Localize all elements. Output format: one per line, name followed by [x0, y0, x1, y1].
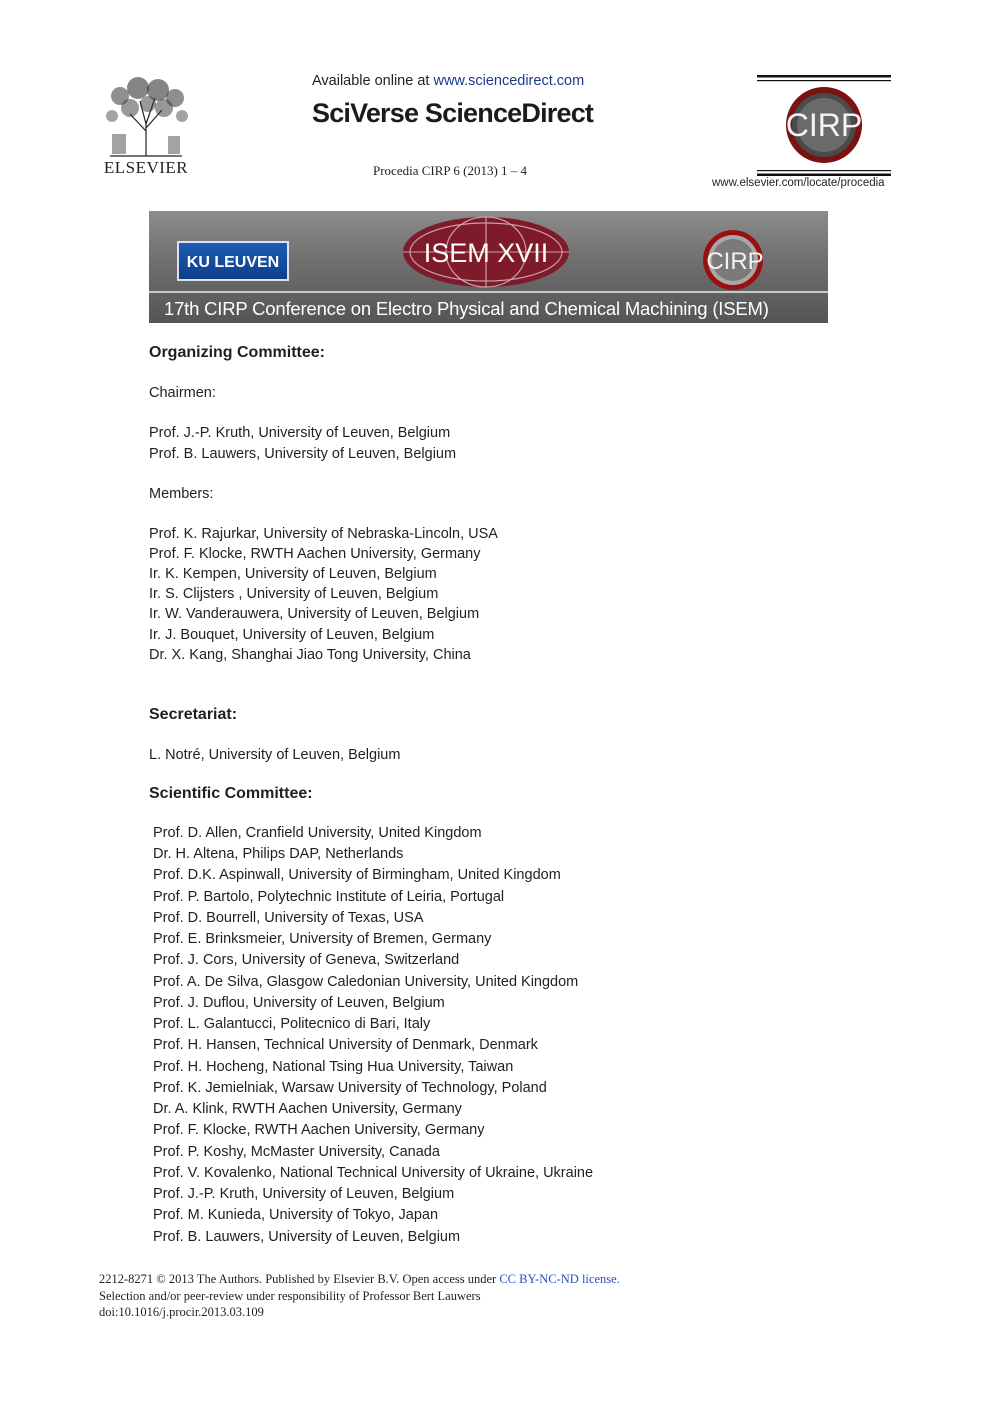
scientific-member: Prof. D.K. Aspinwall, University of Birmingham, United Kingdom: [153, 867, 561, 883]
doi-line: doi:10.1016/j.procir.2013.03.109: [99, 1305, 264, 1319]
scientific-member: Prof. J.-P. Kruth, University of Leuven, Belgium: [153, 1186, 455, 1202]
procedia-locate-url: www.elsevier.com/locate/procedia: [712, 177, 885, 189]
ku-leuven-logo: KU LEUVEN: [177, 241, 289, 281]
scientific-member: Prof. H. Hocheng, National Tsing Hua University, Taiwan: [153, 1059, 514, 1075]
scientific-member: Prof. K. Jemielniak, Warsaw University of Technology, Poland: [153, 1080, 547, 1096]
members-label: Members:: [149, 486, 214, 502]
scientific-member: Prof. P. Koshy, McMaster University, Canada: [153, 1144, 440, 1160]
scientific-member: Dr. A. Klink, RWTH Aachen University, Germany: [153, 1101, 462, 1117]
scientific-member: Prof. L. Galantucci, Politecnico di Bari, Italy: [153, 1016, 431, 1032]
sciverse-brand: SciVerse ScienceDirect: [312, 98, 594, 128]
banner-cirp-text: CIRP: [706, 248, 764, 275]
member-item: Prof. F. Klocke, RWTH Aachen University, Germany: [149, 546, 481, 562]
copyright-text: 2212-8271 © 2013 The Authors. Published by Elsevier B.V. Open access under: [99, 1272, 500, 1286]
scientific-member: Prof. A. De Silva, Glasgow Caledonian University, United Kingdom: [153, 974, 579, 990]
scientific-member: Prof. B. Lauwers, University of Leuven, Belgium: [153, 1229, 461, 1245]
copyright-line: [99, 1272, 620, 1287]
elsevier-wordmark: ELSEVIER: [103, 158, 189, 177]
available-online-text: Available online at: [312, 73, 434, 89]
scientific-member: Prof. E. Brinksmeier, University of Bremen, Germany: [153, 931, 492, 947]
scientific-member: Prof. J. Cors, University of Geneva, Switzerland: [153, 952, 460, 968]
member-item: Dr. X. Kang, Shanghai Jiao Tong University, China: [149, 647, 471, 663]
scientific-member: Prof. F. Klocke, RWTH Aachen University, Germany: [153, 1122, 485, 1138]
available-online: [312, 73, 584, 89]
member-item: Prof. K. Rajurkar, University of Nebraska-Lincoln, USA: [149, 526, 498, 542]
conference-banner: [149, 211, 828, 323]
member-item: Ir. K. Kempen, University of Leuven, Belgium: [149, 566, 437, 582]
member-item: Ir. W. Vanderauwera, University of Leuven, Belgium: [149, 606, 480, 622]
cirp-logo: [757, 75, 891, 177]
scientific-member: Prof. V. Kovalenko, National Technical University of Ukraine, Ukraine: [153, 1165, 594, 1181]
chairman-item: Prof. J.-P. Kruth, University of Leuven, Belgium: [149, 425, 451, 441]
member-item: Ir. J. Bouquet, University of Leuven, Belgium: [149, 627, 435, 643]
scientific-member: Dr. H. Altena, Philips DAP, Netherlands: [153, 846, 404, 862]
scientific-member: Prof. J. Duflou, University of Leuven, Belgium: [153, 995, 445, 1011]
license-link[interactable]: CC BY-NC-ND license.: [499, 1272, 620, 1286]
chairmen-label: Chairmen:: [149, 385, 216, 401]
sciencedirect-link[interactable]: www.sciencedirect.com: [433, 73, 585, 89]
organizing-committee-heading: Organizing Committee:: [149, 344, 326, 361]
isem-logo: [401, 215, 571, 289]
banner-divider: [149, 291, 828, 293]
cirp-logo-text: CIRP: [785, 107, 863, 143]
banner-title: 17th CIRP Conference on Electro Physical and Chemical Machining (ISEM): [164, 298, 769, 319]
banner-cirp-logo: [700, 229, 766, 291]
scientific-member: Prof. M. Kunieda, University of Tokyo, Japan: [153, 1207, 439, 1223]
chairman-item: Prof. B. Lauwers, University of Leuven, Belgium: [149, 446, 457, 462]
secretariat-heading: Secretariat:: [149, 706, 238, 723]
scientific-member: Prof. P. Bartolo, Polytechnic Institute of Leiria, Portugal: [153, 889, 505, 905]
secretariat-person: L. Notré, University of Leuven, Belgium: [149, 747, 401, 763]
peer-review-line: Selection and/or peer-review under responsibility of Professor Bert Lauwers: [99, 1289, 481, 1303]
scientific-committee-heading: Scientific Committee:: [149, 785, 313, 802]
scientific-member: Prof. D. Bourrell, University of Texas, USA: [153, 910, 424, 926]
journal-reference: Procedia CIRP 6 (2013) 1 – 4: [373, 163, 528, 178]
scientific-member: Prof. D. Allen, Cranfield University, United Kingdom: [153, 825, 482, 841]
member-item: Ir. S. Clijsters , University of Leuven, Belgium: [149, 586, 439, 602]
scientific-member: Prof. H. Hansen, Technical University of Denmark, Denmark: [153, 1037, 538, 1053]
isem-logo-text: ISEM XVII: [423, 238, 549, 268]
